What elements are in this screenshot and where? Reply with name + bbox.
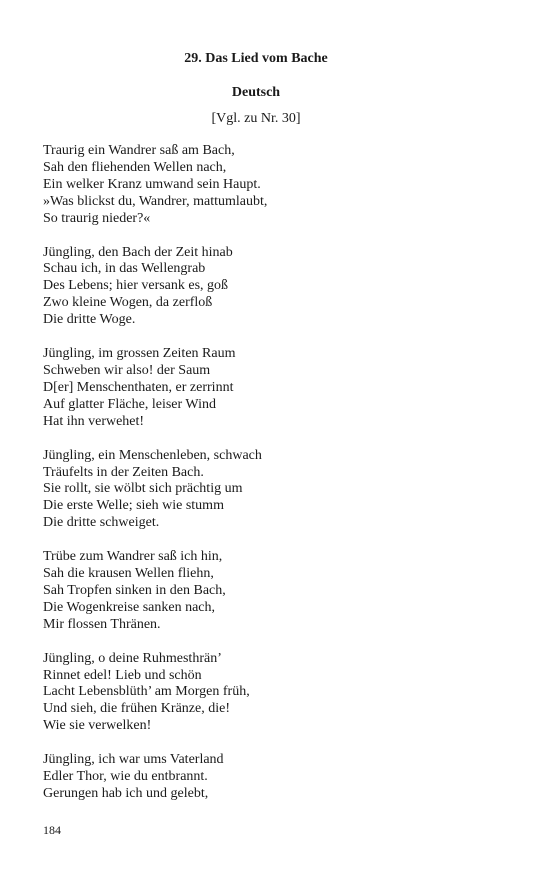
- verse-line: Die erste Welle; sieh wie stumm: [43, 498, 224, 514]
- cross-reference: [Vgl. zu Nr. 30]: [211, 111, 301, 126]
- verse-line: Traurig ein Wandrer saß am Bach,: [43, 143, 235, 158]
- verse-line: Sah die krausen Wellen fliehn,: [43, 566, 214, 582]
- verse-line: Auf glatter Fläche, leiser Wind: [43, 396, 216, 412]
- verse-line: Schweben wir also! der Saum: [43, 362, 211, 378]
- verse-line: So traurig nieder?«: [43, 210, 151, 226]
- verse-line: Sah Tropfen sinken in den Bach,: [43, 582, 226, 598]
- stanza-1: [43, 143, 503, 228]
- stanza-6: [43, 651, 503, 736]
- verse-line: Ein welker Kranz umwand sein Haupt.: [43, 176, 261, 192]
- verse-line: Jüngling, o deine Ruhmesthrän’: [43, 650, 222, 666]
- page-number: 184: [43, 823, 61, 837]
- verse-line: Jüngling, im grossen Zeiten Raum: [43, 346, 236, 362]
- verse-line: Jüngling, den Bach der Zeit hinab: [43, 244, 233, 260]
- stanza-3: [43, 346, 503, 431]
- verse-line: D[er] Menschenthaten, er zerrinnt: [43, 379, 234, 395]
- verse-line: Rinnet edel! Lieb und schön: [43, 667, 202, 683]
- verse-line: Zwo kleine Wogen, da zerfloß: [43, 295, 213, 311]
- verse-line: Hat ihn verwehet!: [43, 413, 145, 429]
- verse-line: Die dritte Woge.: [43, 312, 136, 328]
- verse-line: Wie sie verwelken!: [43, 718, 152, 734]
- verse-line: Jüngling, ich war ums Vaterland: [43, 752, 224, 768]
- verse-line: Träufelts in der Zeiten Bach.: [43, 464, 204, 480]
- verse-line: Die dritte schweiget.: [43, 515, 160, 531]
- verse-line: Schau ich, in das Wellengrab: [43, 261, 206, 277]
- poem-subtitle: Deutsch: [231, 85, 281, 100]
- verse-line: »Was blickst du, Wandrer, mattumlaubt,: [43, 193, 268, 209]
- verse-line: Des Lebens; hier versank es, goß: [43, 278, 229, 294]
- verse-line: Die Wogenkreise sanken nach,: [43, 599, 215, 615]
- verse-line: Trübe zum Wandrer saß ich hin,: [43, 549, 223, 565]
- verse-line: Edler Thor, wie du entbrannt.: [43, 769, 208, 785]
- stanza-2: [43, 245, 503, 330]
- verse-line: Sah den fliehenden Wellen nach,: [43, 159, 227, 175]
- verse-line: Sie rollt, sie wölbt sich prächtig um: [43, 481, 243, 497]
- stanza-7: [43, 752, 503, 803]
- verse-line: Mir flossen Thränen.: [43, 616, 161, 632]
- poem-title: 29. Das Lied vom Bache: [184, 51, 328, 66]
- verse-line: Jüngling, ein Menschenleben, schwach: [43, 447, 262, 463]
- poem-body: [43, 143, 503, 820]
- verse-line: Lacht Lebensblüth’ am Morgen früh,: [43, 684, 250, 700]
- verse-line: Gerungen hab ich und gelebt,: [43, 786, 209, 801]
- stanza-4: [43, 448, 503, 533]
- verse-line: Und sieh, die frühen Kränze, die!: [43, 701, 230, 717]
- stanza-5: [43, 549, 503, 634]
